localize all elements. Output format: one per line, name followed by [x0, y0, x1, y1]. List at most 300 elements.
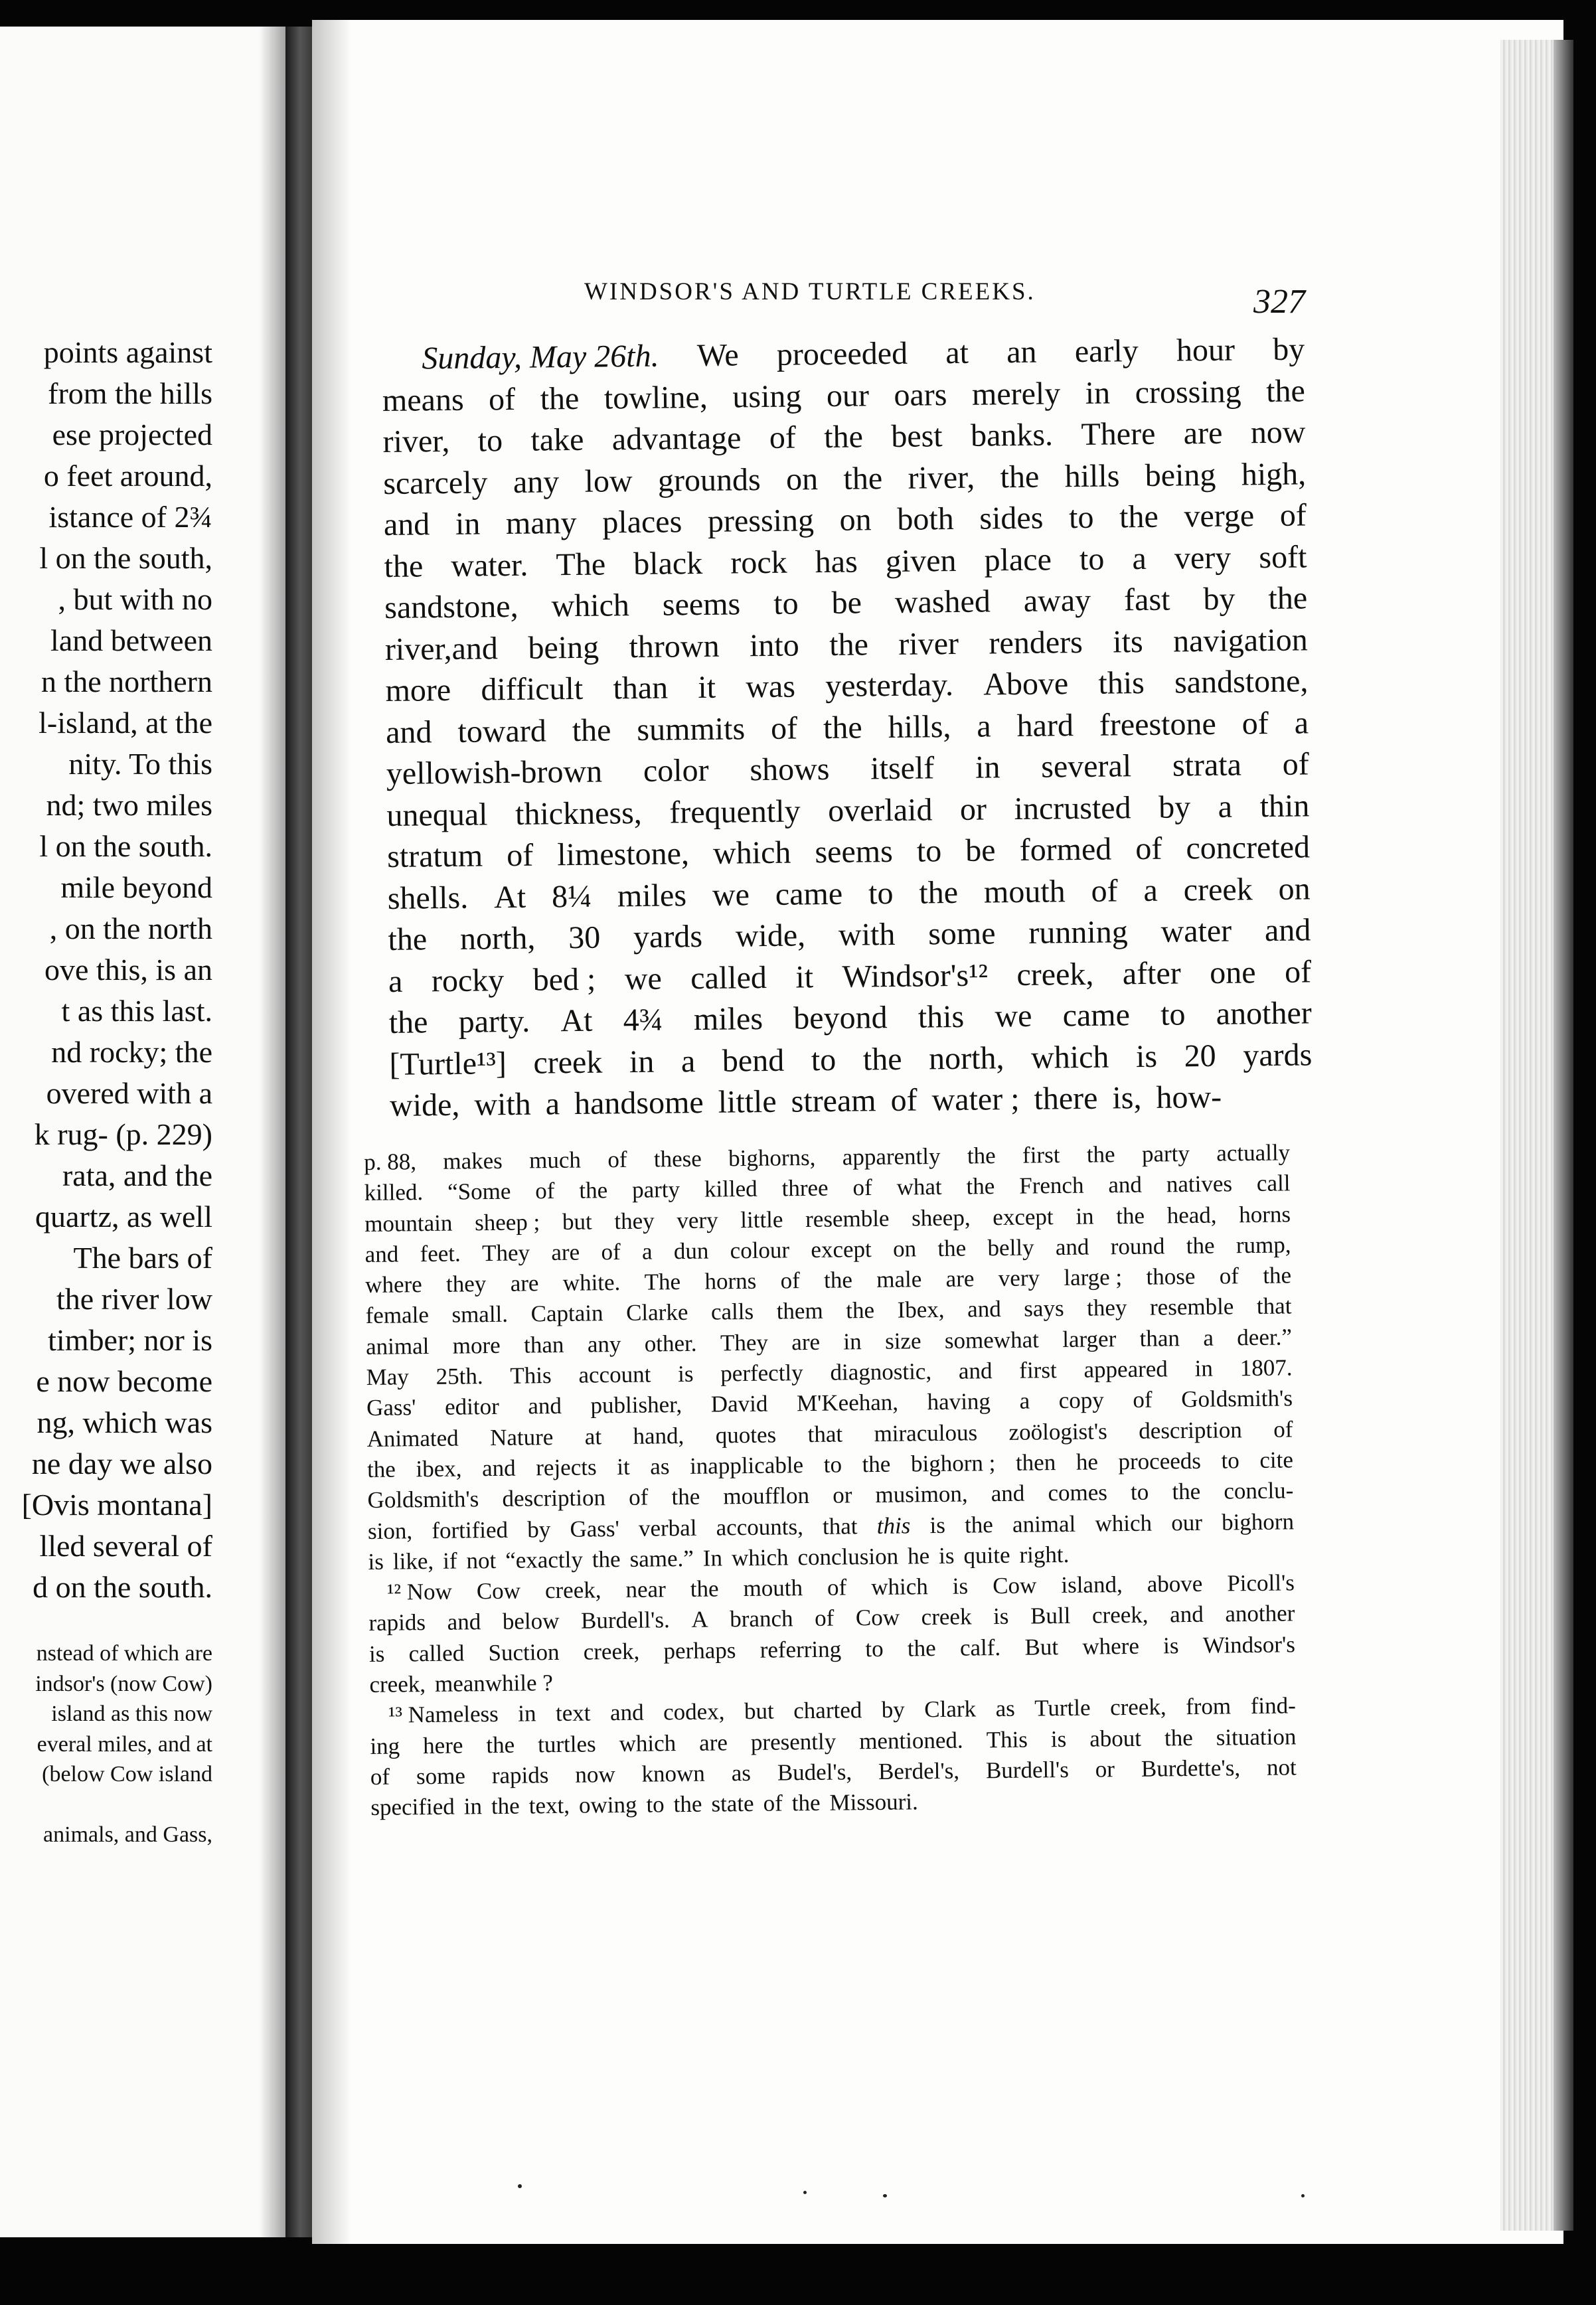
word: place: [984, 541, 1052, 578]
word: has: [815, 544, 858, 580]
word: more: [385, 672, 451, 708]
word: known: [641, 1760, 706, 1787]
word: call: [1256, 1170, 1291, 1197]
word: is: [677, 1360, 694, 1388]
word: the: [1119, 499, 1159, 535]
word: than: [523, 1331, 564, 1358]
word: David: [710, 1391, 768, 1417]
word: stream: [791, 1083, 876, 1119]
left-page-main-text: [0, 332, 212, 1608]
word: the: [366, 1456, 396, 1482]
word: of: [607, 1146, 627, 1173]
word: deer.”: [1237, 1324, 1293, 1351]
word: the: [1268, 580, 1308, 617]
word: to: [811, 1042, 837, 1077]
word: now: [1250, 414, 1306, 451]
word: text: [555, 1700, 591, 1727]
word: merely: [971, 375, 1061, 412]
word: yesterday.: [825, 667, 954, 704]
word: fortified: [432, 1516, 509, 1544]
word: are: [510, 1270, 539, 1297]
word: sides: [979, 500, 1044, 536]
scan-speck: [803, 2191, 807, 2194]
left-page-text-line: d on the south.: [33, 1570, 212, 1604]
word: are: [791, 1328, 821, 1356]
word: of: [1133, 1386, 1153, 1413]
word: a: [1294, 704, 1309, 741]
word: of: [1273, 1416, 1293, 1443]
word: is: [368, 1548, 384, 1575]
word: water.: [451, 547, 528, 584]
word: in: [1076, 1203, 1094, 1230]
word: having: [927, 1388, 991, 1415]
word: editor: [444, 1393, 499, 1421]
word: much: [528, 1147, 582, 1174]
word: proceeded: [776, 335, 908, 372]
word: here: [422, 1732, 463, 1759]
word: grounds: [657, 461, 761, 499]
word: black: [633, 545, 703, 582]
word: bend: [722, 1042, 785, 1079]
word: of: [628, 1484, 649, 1511]
word: like,: [392, 1548, 434, 1575]
word: 30: [568, 919, 601, 956]
word: size: [884, 1328, 921, 1354]
left-page-text-line: The bars of: [73, 1241, 212, 1275]
word: Berdel's,: [878, 1757, 960, 1785]
word: Clark: [924, 1696, 977, 1723]
word: bighorns,: [728, 1144, 816, 1172]
word: to: [868, 875, 894, 911]
word: is: [368, 1640, 385, 1667]
word: a: [1132, 540, 1147, 576]
word: with: [474, 1086, 532, 1123]
main-body-text: [382, 329, 1313, 1127]
word: wide,: [389, 1087, 460, 1123]
word: At: [560, 1002, 593, 1039]
word: the: [491, 1792, 520, 1820]
word: concreted: [1186, 829, 1311, 866]
word: At: [493, 879, 526, 915]
word: shows: [750, 751, 830, 788]
word: 1807.: [1239, 1354, 1293, 1382]
word: high,: [1241, 455, 1307, 492]
word: is: [993, 1603, 1009, 1630]
word: river,: [908, 459, 975, 496]
word: and: [1108, 1172, 1143, 1198]
word: in: [455, 506, 481, 542]
word: hills,: [888, 708, 951, 745]
word: its: [1112, 623, 1143, 659]
word: the: [592, 1546, 621, 1573]
word: the: [967, 1143, 996, 1169]
word: that: [807, 1421, 843, 1447]
word: party: [631, 1176, 680, 1204]
word: Picoll's: [1227, 1569, 1295, 1597]
word: the: [1172, 1478, 1201, 1505]
word: three: [781, 1174, 829, 1202]
word: of: [370, 1763, 390, 1790]
word: presently: [750, 1728, 837, 1755]
word: actually: [1216, 1139, 1291, 1166]
word: miraculous: [874, 1419, 978, 1447]
word: soft: [1259, 538, 1307, 575]
word: to: [1221, 1447, 1239, 1474]
word: as: [650, 1453, 670, 1480]
word: it: [795, 959, 814, 995]
word: scarcely: [383, 464, 488, 501]
word: on: [785, 461, 819, 497]
left-page-text-line: quartz, as well: [35, 1200, 212, 1233]
word: are: [1183, 415, 1223, 451]
left-page-note-line: nstead of which are: [36, 1641, 212, 1666]
word: animal: [1012, 1510, 1076, 1538]
word: some: [927, 915, 996, 952]
word: this: [876, 1512, 911, 1539]
word: to: [823, 1451, 842, 1478]
word: of: [763, 1790, 783, 1816]
word: or: [959, 791, 987, 827]
word: another: [1216, 995, 1312, 1032]
word: any: [513, 463, 560, 500]
word: and: [364, 1241, 399, 1267]
word: meanwhile ?: [434, 1670, 554, 1697]
word: as: [995, 1696, 1015, 1722]
word: A: [691, 1607, 708, 1633]
word: to: [1160, 996, 1186, 1032]
word: calls: [710, 1299, 754, 1326]
word: round: [1110, 1233, 1165, 1260]
word: in: [463, 1793, 483, 1820]
word: referring: [759, 1636, 842, 1663]
word: of: [506, 837, 534, 874]
word: the: [486, 1731, 515, 1758]
word: natives: [1166, 1170, 1233, 1198]
word: creek,: [544, 1577, 601, 1604]
word: find-: [1250, 1692, 1296, 1719]
word: small.: [451, 1301, 509, 1328]
word: the: [791, 1790, 821, 1816]
word: by: [1272, 331, 1305, 367]
word: now: [575, 1761, 615, 1788]
word: miles: [693, 1001, 763, 1038]
word: on: [839, 502, 872, 538]
word: or: [1095, 1756, 1115, 1783]
word: very: [677, 1207, 718, 1233]
word: bighorn ;: [910, 1450, 996, 1477]
word: our: [826, 377, 870, 414]
word: dun: [673, 1237, 709, 1265]
word: several: [1040, 748, 1132, 785]
word: as: [731, 1759, 752, 1787]
word: hand,: [633, 1422, 684, 1449]
word: and: [1169, 1601, 1204, 1628]
word: being: [1145, 457, 1216, 493]
word: perfectly: [720, 1360, 803, 1387]
word: of: [535, 1178, 555, 1204]
word: a: [1203, 1324, 1214, 1351]
word: very: [998, 1265, 1040, 1292]
word: rocky: [431, 962, 505, 998]
word: of: [814, 1605, 835, 1632]
word: towline,: [603, 379, 708, 416]
word: but: [562, 1208, 592, 1235]
word: rejects: [536, 1454, 597, 1481]
word: wide,: [735, 917, 806, 954]
word: resemble: [805, 1205, 890, 1232]
word: and: [447, 1609, 481, 1636]
word: are: [945, 1265, 975, 1293]
left-page-text-line: l on the south.: [39, 829, 212, 863]
word: is: [952, 1573, 969, 1599]
word: a: [680, 1043, 696, 1079]
word: killed: [704, 1176, 758, 1202]
word: The: [556, 546, 606, 582]
word: one: [1209, 954, 1256, 991]
word: 20: [1184, 1038, 1216, 1073]
word: Windsor's: [1202, 1631, 1296, 1658]
word: near: [625, 1576, 666, 1603]
word: Sunday, May 26th.: [422, 338, 659, 376]
word: thin: [1259, 787, 1310, 824]
word: in: [518, 1700, 536, 1727]
word: places: [602, 504, 682, 540]
word: a: [1218, 789, 1233, 825]
word: any: [587, 1330, 621, 1358]
word: limestone,: [557, 836, 690, 873]
word: calf.: [959, 1634, 1001, 1661]
word: by: [1158, 789, 1191, 825]
word: to: [916, 833, 942, 869]
word: turtles: [537, 1731, 596, 1757]
word: away: [1023, 582, 1091, 619]
word: and: [1055, 1233, 1089, 1260]
word: on: [892, 1235, 917, 1262]
word: by: [527, 1516, 551, 1543]
word: if: [442, 1548, 457, 1574]
word: was: [745, 669, 796, 705]
word: the: [1164, 1724, 1194, 1751]
word: copy: [1058, 1387, 1105, 1414]
word: itself: [870, 750, 935, 787]
word: Goldsmith's: [1181, 1385, 1293, 1413]
left-page-text-line: t as this last.: [61, 994, 212, 1028]
word: ¹³ Nameless: [388, 1701, 499, 1729]
word: Missouri.: [829, 1788, 918, 1816]
word: text,: [528, 1792, 570, 1819]
word: Cow: [476, 1577, 521, 1605]
word: M'Keehan,: [796, 1389, 899, 1417]
word: came: [775, 876, 843, 912]
left-page-text-line: istance of 2¾: [48, 500, 212, 534]
word: what: [896, 1174, 942, 1200]
word: they: [614, 1208, 655, 1234]
left-page-text-line: mile beyond: [60, 870, 212, 904]
word: called: [408, 1640, 465, 1667]
word: how-: [1156, 1079, 1222, 1115]
word: This: [986, 1726, 1028, 1753]
word: called: [690, 959, 767, 996]
word: the: [823, 709, 862, 746]
word: This: [510, 1362, 552, 1389]
word: ibex,: [416, 1455, 462, 1482]
word: incrusted: [1014, 789, 1131, 827]
left-page-note-line: island as this now: [51, 1702, 212, 1726]
running-head: WINDSOR'S AND TURTLE CREEKS.: [584, 278, 1036, 305]
word: quite: [963, 1542, 1010, 1569]
word: description: [1139, 1416, 1243, 1444]
word: to: [1079, 541, 1105, 577]
word: specified: [370, 1793, 455, 1821]
word: a: [1019, 1388, 1030, 1415]
left-page-text-line: , but with no: [58, 582, 212, 616]
word: navigation: [1172, 621, 1309, 659]
word: the: [823, 419, 864, 455]
word: apparently: [842, 1143, 941, 1170]
word: these: [653, 1145, 702, 1172]
left-page-note-line: [0, 1790, 212, 1820]
word: stratum: [386, 838, 483, 874]
word: that: [1256, 1293, 1292, 1320]
word: yards: [1243, 1036, 1313, 1073]
word: the: [862, 1451, 891, 1478]
word: of: [488, 381, 516, 417]
word: publisher,: [590, 1391, 682, 1419]
word: strata: [1172, 747, 1242, 783]
word: Clarke: [625, 1299, 688, 1326]
left-page-text-line: l on the south,: [39, 541, 212, 575]
word: very: [1174, 540, 1232, 576]
word: a: [641, 1238, 653, 1265]
book-fore-edge: [1554, 40, 1573, 2231]
word: hills: [1064, 457, 1120, 494]
word: “Some: [447, 1178, 511, 1205]
word: mouth: [743, 1575, 803, 1602]
word: charted: [793, 1697, 862, 1724]
left-page-text-line: timber; nor is: [48, 1323, 212, 1357]
word: creek,: [1109, 1694, 1166, 1721]
left-page-text-line: ove this, is an: [44, 953, 212, 987]
word: is: [1135, 1038, 1158, 1074]
word: river,and: [384, 630, 499, 667]
word: be: [965, 833, 996, 868]
word: of: [1091, 872, 1118, 909]
word: the: [384, 548, 424, 584]
word: and: [385, 714, 432, 750]
word: the: [843, 460, 883, 497]
word: overlaid: [827, 791, 933, 829]
left-page-text-line: o feet around,: [43, 459, 212, 493]
word: mouth: [983, 873, 1066, 910]
word: mountain: [364, 1210, 453, 1237]
word: the: [1263, 1262, 1292, 1289]
word: creek: [921, 1603, 972, 1630]
word: the: [1186, 1232, 1215, 1259]
word: of: [890, 1082, 918, 1119]
page-number: 327: [1253, 283, 1305, 321]
word: it: [698, 669, 716, 706]
word: accounts,: [716, 1513, 804, 1541]
word: female: [365, 1302, 430, 1329]
word: zoölogist's: [1008, 1417, 1108, 1445]
word: ¹² Now: [386, 1578, 453, 1605]
word: Suction: [488, 1638, 560, 1666]
word: Gass': [366, 1394, 416, 1421]
word: north,: [459, 920, 536, 957]
word: [Turtle¹³]: [389, 1045, 507, 1082]
word: given: [885, 542, 957, 579]
word: account: [578, 1361, 651, 1388]
word: he: [1076, 1449, 1099, 1475]
word: of: [1135, 831, 1162, 867]
word: the: [540, 380, 580, 417]
word: to: [1130, 1478, 1149, 1506]
word: the: [937, 1235, 967, 1261]
word: our: [1171, 1509, 1203, 1536]
word: makes: [443, 1147, 503, 1174]
word: large ;: [1064, 1264, 1123, 1291]
scan-speck: [518, 2184, 522, 2188]
word: little: [718, 1083, 777, 1120]
left-page-note-line: everal miles, and at: [37, 1731, 212, 1757]
word: which: [619, 1729, 677, 1757]
word: same.”: [629, 1545, 694, 1572]
word: Cow: [993, 1572, 1037, 1599]
left-page-text-line: rata, and the: [62, 1158, 212, 1192]
word: says: [1024, 1295, 1064, 1322]
word: May: [366, 1364, 409, 1391]
word: feet.: [420, 1240, 461, 1267]
word: first: [1022, 1142, 1060, 1168]
word: yards: [633, 918, 703, 955]
word: which: [731, 1544, 789, 1571]
word: which: [712, 835, 791, 871]
word: of: [769, 420, 797, 455]
word: in: [629, 1044, 655, 1079]
word: Burdell's.: [580, 1607, 670, 1634]
word: In: [702, 1545, 723, 1571]
word: somewhat: [944, 1326, 1040, 1354]
word: thrown: [629, 628, 720, 665]
word: of: [1219, 1263, 1239, 1289]
left-page-text-line: nd; two miles: [46, 788, 212, 822]
word: in: [1194, 1355, 1214, 1382]
word: except: [811, 1235, 872, 1263]
word: little: [740, 1206, 783, 1233]
word: Goldsmith's: [367, 1486, 479, 1514]
left-page-text-line: k rug- (p. 229): [34, 1117, 212, 1151]
word: owing: [578, 1791, 637, 1818]
left-page-text-line: , on the north: [49, 912, 212, 945]
word: fast: [1123, 582, 1170, 618]
word: the: [829, 626, 869, 663]
word: creek,: [369, 1671, 426, 1698]
word: which: [1030, 1039, 1109, 1075]
word: rapids: [368, 1609, 426, 1636]
word: unequal: [386, 796, 488, 833]
word: bighorn: [1221, 1508, 1295, 1536]
word: there: [1034, 1080, 1098, 1117]
word: island,: [1061, 1571, 1123, 1599]
word: being: [528, 629, 599, 666]
word: the: [388, 1004, 428, 1040]
word: toward: [457, 712, 547, 750]
word: is,: [1112, 1080, 1142, 1116]
word: water: [1160, 913, 1232, 949]
scan-speck: [1301, 2194, 1305, 2197]
word: be: [831, 585, 862, 621]
word: from: [1185, 1693, 1232, 1720]
